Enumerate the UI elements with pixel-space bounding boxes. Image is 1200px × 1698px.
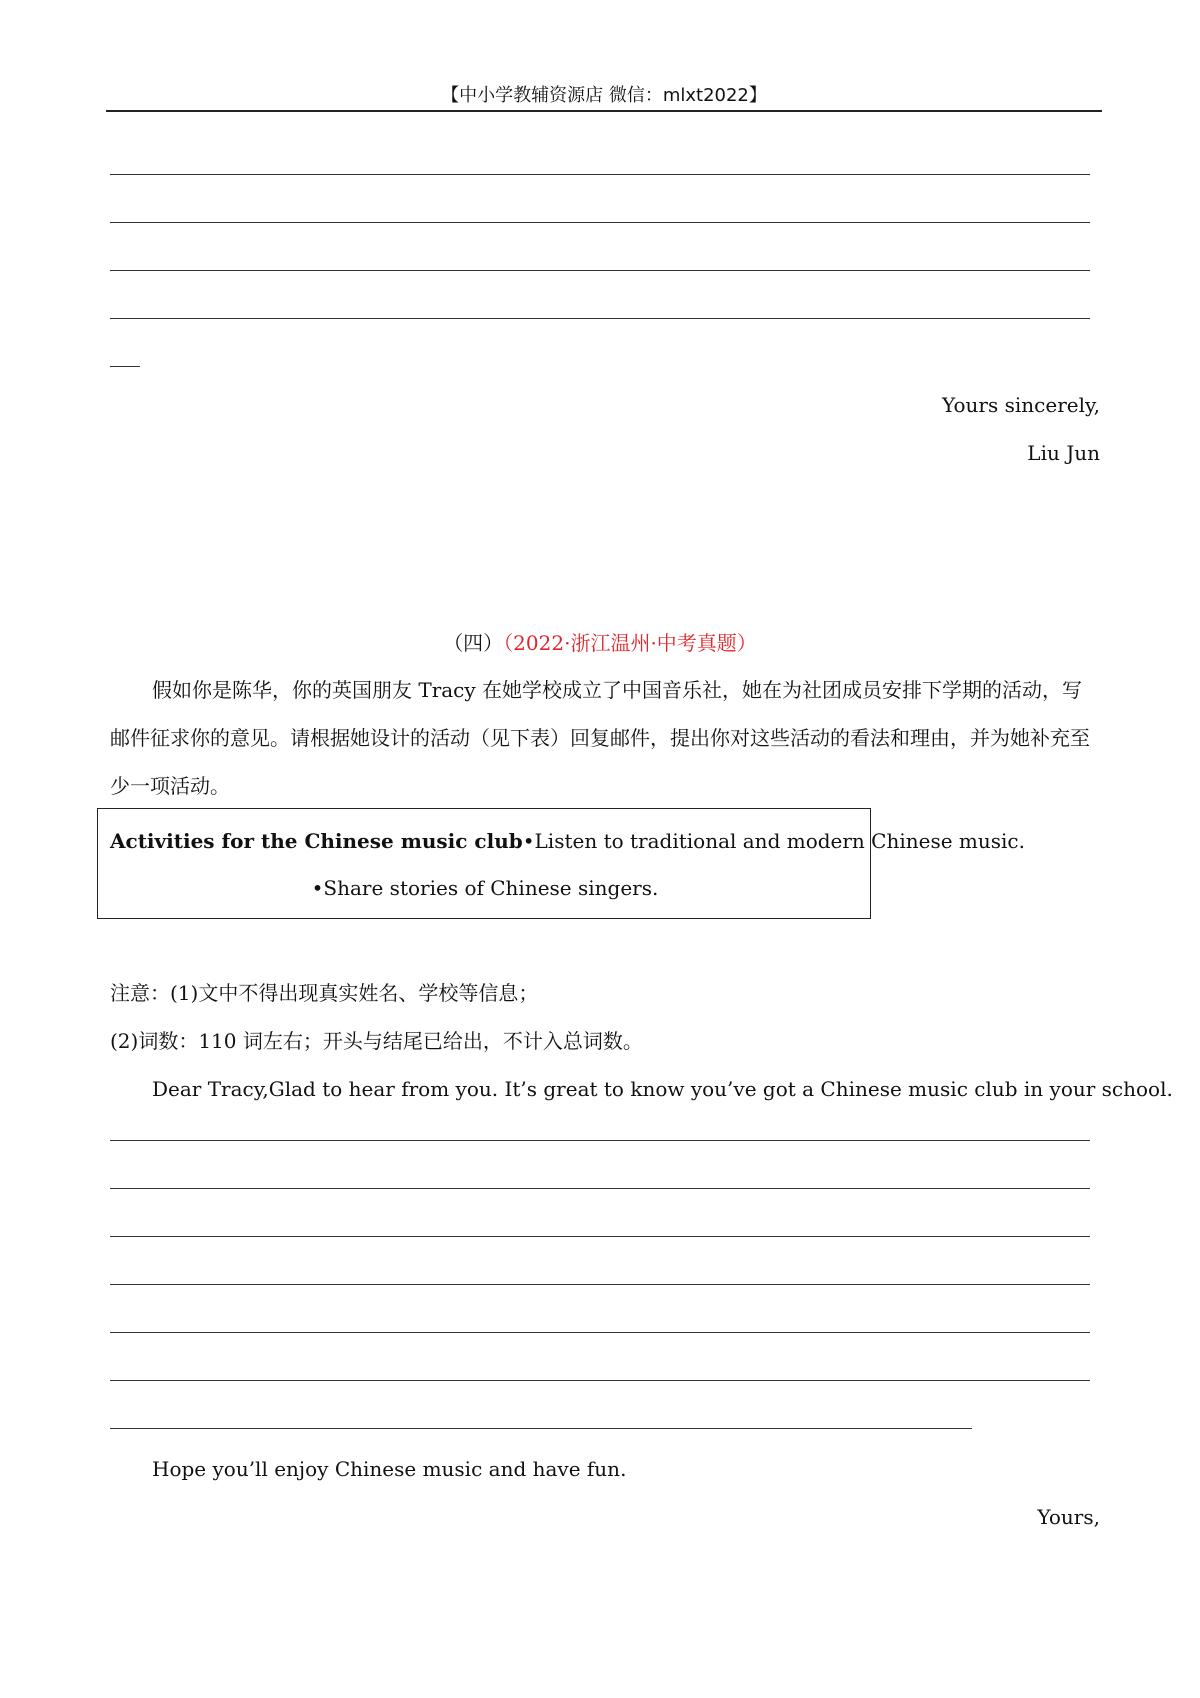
letter1-signature: Liu Jun [1027,441,1100,465]
answer-line[interactable] [110,1428,972,1429]
answer-line[interactable] [110,1140,1090,1141]
answer-line[interactable] [110,174,1090,175]
page-header: 【中小学教辅资源店 微信：mlxt2022】 [441,85,767,106]
note-2: (2)词数：110 词左右；开头与结尾已给出，不计入总词数。 [110,1029,643,1053]
activities-row-1 [110,829,1025,853]
answer-line[interactable] [110,1236,1090,1237]
answer-line[interactable] [110,366,140,367]
answer-line[interactable] [110,1380,1090,1381]
answer-line[interactable] [110,1284,1090,1285]
answer-line[interactable] [110,222,1090,223]
answer-line[interactable] [110,270,1090,271]
activity-item: •Share stories of Chinese singers. [311,876,659,900]
letter2-ending: Hope you’ll enjoy Chinese music and have fun. [152,1457,627,1481]
answer-line[interactable] [110,1332,1090,1333]
letter1-closing: Yours sincerely, [942,393,1100,417]
activity-item: •Listen to traditional and modern Chinese music. [522,829,1025,853]
letter2-opening: Dear Tracy,Glad to hear from you. It’s great to know you’ve got a Chinese music club in your school. [152,1077,1173,1101]
section-source: （2022·浙江温州·中考真题） [503,631,757,655]
activities-table [97,808,1025,919]
section-number: （四） [443,631,504,655]
activities-title: Activities for the Chinese music club [110,829,523,853]
answer-line[interactable] [110,318,1090,319]
header-rule [106,110,1102,112]
letter2-closing: Yours, [1037,1505,1100,1529]
note-1: 注意：(1)文中不得出现真实姓名、学校等信息； [110,981,539,1005]
section-heading [0,630,1200,656]
task-prompt: 假如你是陈华，你的英国朋友 Tracy 在她学校成立了中国音乐社，她在为社团成员安排下学期的活动，写邮件征求你的意见。请根据她设计的活动（见下表）回复邮件，提出你对这些活动的看法和理由，并为她补充至少一项活动。 [110,678,1090,798]
answer-line[interactable] [110,1188,1090,1189]
